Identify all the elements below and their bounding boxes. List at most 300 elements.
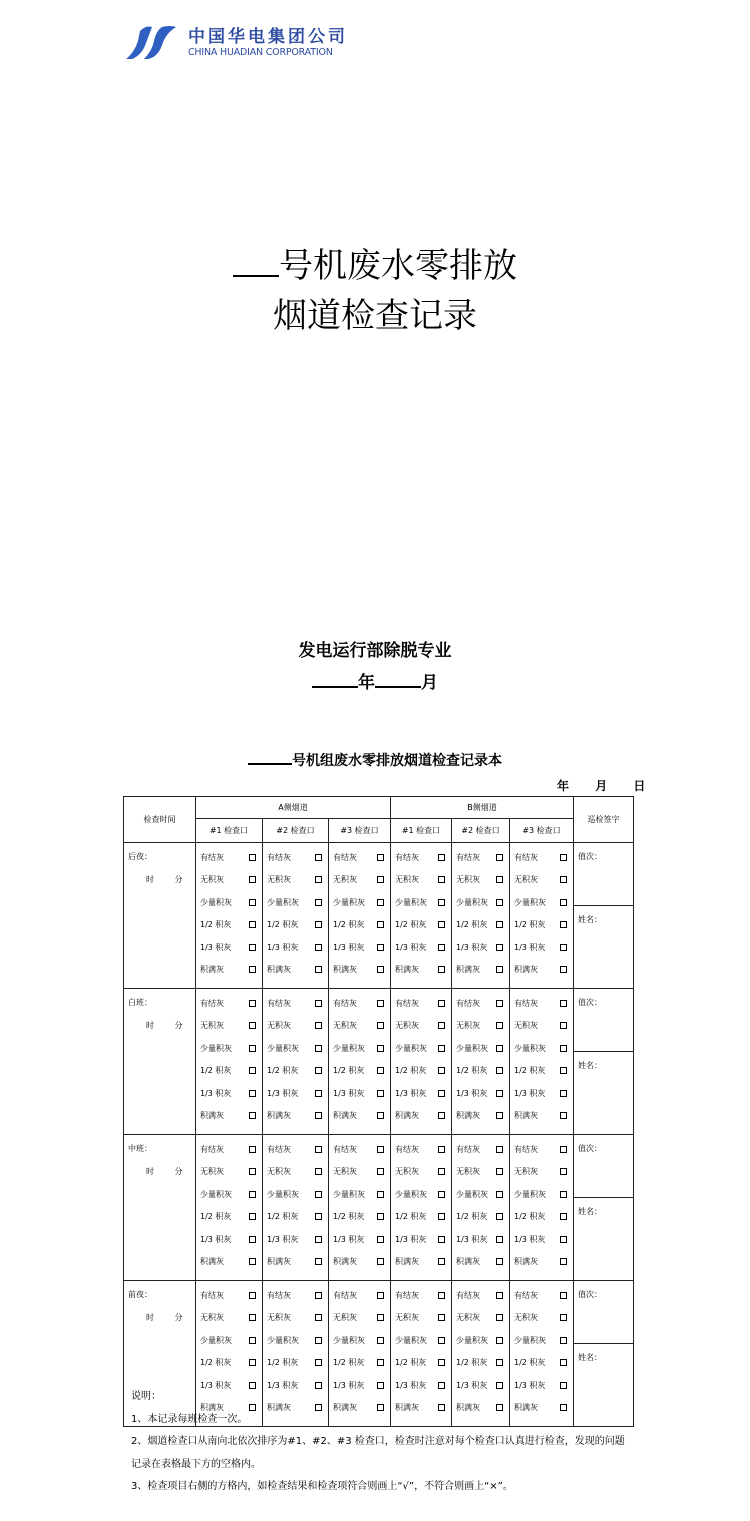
checkbox[interactable]: [560, 944, 567, 951]
checkbox[interactable]: [496, 1022, 503, 1029]
checklist-item-label: 有结灰: [200, 852, 224, 862]
signature-name-field[interactable]: [574, 1198, 634, 1281]
checklist-item: [333, 869, 390, 892]
checkbox[interactable]: [560, 1022, 567, 1029]
port-checklist: [263, 843, 329, 989]
checkbox[interactable]: [560, 1213, 567, 1220]
checklist-item-label: 1/3 积灰: [456, 1088, 488, 1098]
checkbox[interactable]: [315, 1314, 322, 1321]
checkbox[interactable]: [560, 1337, 567, 1344]
checkbox[interactable]: [249, 1359, 256, 1366]
checklist-item: [514, 936, 573, 959]
checklist-item-label: 积满灰: [514, 1257, 538, 1267]
checklist-item: [395, 1307, 451, 1330]
checklist-item-label: 有结灰: [200, 1290, 224, 1300]
checklist-item-label: 少量积灰: [267, 1043, 299, 1053]
checklist-item-label: 积满灰: [514, 1111, 538, 1121]
checklist-item: [200, 1183, 262, 1206]
checkbox[interactable]: [438, 1314, 445, 1321]
checkbox[interactable]: [438, 1067, 445, 1074]
checkbox[interactable]: [438, 921, 445, 928]
checkbox[interactable]: [249, 966, 256, 973]
checklist-item-label: 无积灰: [456, 1021, 480, 1031]
checkbox[interactable]: [496, 921, 503, 928]
checkbox[interactable]: [560, 966, 567, 973]
port-checklist: [452, 1135, 510, 1281]
checklist-item: [200, 869, 262, 892]
signature-name-field[interactable]: [574, 1052, 634, 1135]
checklist-item-label: 1/2 积灰: [333, 1358, 365, 1368]
checklist-item-label: 无积灰: [333, 1313, 357, 1323]
checkbox[interactable]: [496, 1112, 503, 1119]
checklist-item-label: 1/2 积灰: [267, 1358, 299, 1368]
checklist-item-label: 无积灰: [200, 1021, 224, 1031]
checkbox[interactable]: [315, 1191, 322, 1198]
checklist-item-label: 1/3 积灰: [395, 942, 427, 952]
checkbox[interactable]: [249, 1191, 256, 1198]
checklist-item: [514, 1251, 573, 1274]
table-date: 年 月 日: [557, 779, 646, 793]
checkbox[interactable]: [438, 1337, 445, 1344]
checklist-item-label: 1/2 积灰: [456, 1358, 488, 1368]
checkbox[interactable]: [496, 899, 503, 906]
checklist-item-label: 1/3 积灰: [514, 1234, 546, 1244]
checkbox[interactable]: [560, 1314, 567, 1321]
checklist-item: [395, 914, 451, 937]
checklist-item: [333, 1307, 390, 1330]
checklist-item-label: 少量积灰: [333, 1043, 365, 1053]
checklist-item-label: 少量积灰: [267, 1189, 299, 1199]
checkbox[interactable]: [496, 1213, 503, 1220]
signature-name-field[interactable]: [574, 906, 634, 989]
checkbox[interactable]: [560, 1112, 567, 1119]
checkbox[interactable]: [496, 966, 503, 973]
checkbox[interactable]: [438, 899, 445, 906]
checklist-item: [514, 1138, 573, 1161]
checkbox[interactable]: [560, 1359, 567, 1366]
checklist-item: [395, 1352, 451, 1375]
checkbox[interactable]: [560, 1000, 567, 1007]
checkbox[interactable]: [315, 966, 322, 973]
checklist-item: [200, 1329, 262, 1352]
checklist-item: [395, 1183, 451, 1206]
checkbox[interactable]: [560, 1045, 567, 1052]
checklist-item-label: 1/3 积灰: [267, 1088, 299, 1098]
port-checklist: [263, 1135, 329, 1281]
checkbox[interactable]: [249, 921, 256, 928]
checkbox[interactable]: [377, 1292, 384, 1299]
checklist-item-label: 无积灰: [333, 1167, 357, 1177]
checklist-item: [514, 1352, 573, 1375]
port-checklist: [510, 843, 574, 989]
signature-shift-field[interactable]: [574, 843, 634, 906]
checklist-item: [456, 1352, 509, 1375]
checkbox[interactable]: [249, 1337, 256, 1344]
checklist-item: [267, 1307, 328, 1330]
signature-shift-field[interactable]: [574, 989, 634, 1052]
checklist-item-label: 无积灰: [456, 1313, 480, 1323]
port-checklist: [329, 1135, 391, 1281]
checklist-item: [514, 1329, 573, 1352]
checklist-item: [267, 1352, 328, 1375]
checklist-item: [333, 1138, 390, 1161]
checkbox[interactable]: [496, 1146, 503, 1153]
checkbox[interactable]: [315, 899, 322, 906]
checkbox[interactable]: [249, 876, 256, 883]
checklist-item: [267, 869, 328, 892]
checklist-item-label: 有结灰: [333, 1144, 357, 1154]
note-line: 3、检查项目右侧的方格内，如检查结果和检查项符合则画上“√”，不符合则画上“×”。: [131, 1481, 513, 1492]
checklist-item-label: 1/2 积灰: [267, 1066, 299, 1076]
checkbox[interactable]: [438, 1213, 445, 1220]
header-port: #3 检查口: [510, 819, 574, 843]
checklist-item: [267, 1037, 328, 1060]
checkbox[interactable]: [377, 921, 384, 928]
checklist-item-label: 积满灰: [395, 1403, 419, 1413]
checklist-item: [456, 1082, 509, 1105]
checklist-item-label: 积满灰: [333, 1111, 357, 1121]
checklist-item-label: 1/2 积灰: [514, 920, 546, 930]
inspection-table: [123, 796, 634, 1427]
checklist-item-label: 积满灰: [200, 1111, 224, 1121]
checkbox[interactable]: [315, 944, 322, 951]
checkbox[interactable]: [249, 1000, 256, 1007]
checklist-item: [456, 1015, 509, 1038]
checklist-item-label: 无积灰: [200, 1167, 224, 1177]
checklist-item-label: 少量积灰: [514, 1043, 546, 1053]
checklist-item: [267, 1251, 328, 1274]
checkbox[interactable]: [496, 1258, 503, 1265]
checklist-item: [395, 891, 451, 914]
checklist-item-label: 有结灰: [514, 1144, 538, 1154]
port-checklist: [510, 989, 574, 1135]
checkbox[interactable]: [496, 1045, 503, 1052]
checklist-item-label: 有结灰: [267, 1290, 291, 1300]
logo-english-name: CHINA HUADIAN CORPORATION: [188, 47, 333, 58]
checklist-item-label: 少量积灰: [395, 1335, 427, 1345]
checklist-item: [267, 1206, 328, 1229]
checkbox[interactable]: [377, 966, 384, 973]
checklist-item: [456, 1228, 509, 1251]
checkbox[interactable]: [438, 1258, 445, 1265]
checkbox[interactable]: [249, 854, 256, 861]
header-side-b: B侧烟道: [391, 797, 574, 819]
checklist-item-label: 积满灰: [395, 965, 419, 975]
checkbox[interactable]: [496, 1168, 503, 1175]
checklist-item-label: 积满灰: [267, 1257, 291, 1267]
checklist-item: [456, 1183, 509, 1206]
checkbox[interactable]: [377, 854, 384, 861]
port-checklist: [196, 843, 263, 989]
checkbox[interactable]: [377, 1236, 384, 1243]
checklist-item-label: 少量积灰: [456, 1043, 488, 1053]
checkbox[interactable]: [560, 1067, 567, 1074]
checklist-item-label: 1/2 积灰: [456, 1212, 488, 1222]
checklist-item: [514, 869, 573, 892]
checkbox[interactable]: [315, 921, 322, 928]
checkbox[interactable]: [249, 1258, 256, 1265]
checklist-item: [514, 1228, 573, 1251]
checkbox[interactable]: [249, 1213, 256, 1220]
checklist-item: [333, 891, 390, 914]
checkbox[interactable]: [560, 854, 567, 861]
shift-time[interactable]: 时 分: [146, 875, 183, 884]
checkbox[interactable]: [377, 1146, 384, 1153]
checklist-item: [514, 992, 573, 1015]
checkbox[interactable]: [249, 1168, 256, 1175]
checkbox[interactable]: [496, 1292, 503, 1299]
checkbox[interactable]: [315, 1112, 322, 1119]
checklist-item-label: 少量积灰: [267, 897, 299, 907]
checklist-item: [267, 1183, 328, 1206]
checkbox[interactable]: [438, 1359, 445, 1366]
checklist-item: [395, 1206, 451, 1229]
checklist-item-label: 无积灰: [456, 1167, 480, 1177]
checkbox[interactable]: [560, 1258, 567, 1265]
checkbox[interactable]: [377, 1067, 384, 1074]
checkbox[interactable]: [249, 1090, 256, 1097]
checkbox[interactable]: [438, 1090, 445, 1097]
checklist-item: [200, 1138, 262, 1161]
checkbox[interactable]: [438, 1146, 445, 1153]
checkbox[interactable]: [496, 1359, 503, 1366]
checklist-item-label: 少量积灰: [395, 1189, 427, 1199]
note-line: 1、本记录每班检查一次。: [131, 1413, 248, 1425]
checkbox[interactable]: [377, 1258, 384, 1265]
checkbox[interactable]: [377, 1045, 384, 1052]
checkbox[interactable]: [249, 1292, 256, 1299]
shift-row: [124, 989, 634, 1052]
checkbox[interactable]: [249, 1067, 256, 1074]
checklist-item-label: 无积灰: [267, 875, 291, 885]
checkbox[interactable]: [315, 1000, 322, 1007]
checklist-item: [200, 1284, 262, 1307]
signature-shift-field[interactable]: [574, 1281, 634, 1344]
checklist-item-label: 少量积灰: [200, 1189, 232, 1199]
checklist-item: [333, 959, 390, 982]
checklist-item: [395, 1082, 451, 1105]
checkbox[interactable]: [560, 1146, 567, 1153]
checkbox[interactable]: [496, 1000, 503, 1007]
checkbox[interactable]: [377, 1191, 384, 1198]
checklist-item: [456, 1284, 509, 1307]
checklist-item: [514, 914, 573, 937]
checklist-item-label: 1/3 积灰: [395, 1088, 427, 1098]
checkbox[interactable]: [560, 1191, 567, 1198]
checkbox[interactable]: [249, 1045, 256, 1052]
shift-time[interactable]: 时 分: [146, 1167, 183, 1176]
checkbox[interactable]: [249, 944, 256, 951]
checklist-item: [333, 1060, 390, 1083]
checkbox[interactable]: [315, 1337, 322, 1344]
checkbox[interactable]: [560, 1168, 567, 1175]
checkbox[interactable]: [249, 1236, 256, 1243]
checkbox[interactable]: [438, 1236, 445, 1243]
checkbox[interactable]: [496, 1236, 503, 1243]
checkbox[interactable]: [249, 1022, 256, 1029]
checkbox[interactable]: [249, 1112, 256, 1119]
checkbox[interactable]: [249, 899, 256, 906]
checklist-item: [514, 1284, 573, 1307]
port-checklist: [391, 843, 452, 989]
checkbox[interactable]: [438, 1045, 445, 1052]
checklist-item: [267, 1161, 328, 1184]
signature-shift-field[interactable]: [574, 1135, 634, 1198]
checklist-item-label: 积满灰: [267, 1403, 291, 1413]
checkbox[interactable]: [438, 1168, 445, 1175]
checklist-item-label: 1/3 积灰: [333, 1088, 365, 1098]
checkbox[interactable]: [496, 876, 503, 883]
checklist-item-label: 1/2 积灰: [456, 920, 488, 930]
checkbox[interactable]: [560, 876, 567, 883]
checklist-item-label: 少量积灰: [456, 897, 488, 907]
checklist-item: [333, 1105, 390, 1128]
checklist-item: [395, 1105, 451, 1128]
checkbox[interactable]: [496, 1337, 503, 1344]
checklist-item-label: 无积灰: [514, 1021, 538, 1031]
checklist-item-label: 积满灰: [333, 1257, 357, 1267]
checklist-item: [456, 1138, 509, 1161]
checklist-item-label: 无积灰: [456, 875, 480, 885]
checklist-item-label: 有结灰: [333, 998, 357, 1008]
checkbox[interactable]: [315, 854, 322, 861]
checklist-item-label: 积满灰: [456, 1257, 480, 1267]
checklist-item: [200, 1060, 262, 1083]
checkbox[interactable]: [496, 944, 503, 951]
checkbox[interactable]: [496, 1191, 503, 1198]
checkbox[interactable]: [438, 966, 445, 973]
cover-title-line1: 号机废水零排放: [0, 244, 750, 288]
checklist-item-label: 1/3 积灰: [333, 942, 365, 952]
checklist-item: [333, 1251, 390, 1274]
checkbox[interactable]: [438, 854, 445, 861]
checklist-item: [333, 1206, 390, 1229]
checklist-item: [456, 1060, 509, 1083]
checklist-item: [267, 1082, 328, 1105]
signature-shift-label: 值次：: [578, 998, 602, 1007]
checkbox[interactable]: [496, 854, 503, 861]
checkbox[interactable]: [377, 1090, 384, 1097]
checklist-item-label: 1/3 积灰: [333, 1380, 365, 1390]
checklist-item: [333, 1329, 390, 1352]
header-port: #2 检查口: [452, 819, 510, 843]
checkbox[interactable]: [315, 1067, 322, 1074]
port-checklist: [452, 843, 510, 989]
port-checklist: [196, 1135, 263, 1281]
checkbox[interactable]: [377, 899, 384, 906]
logo-chinese-name: 中国华电集团公司: [188, 27, 348, 47]
signature-shift-label: 值次：: [578, 852, 602, 861]
checklist-item: [200, 1206, 262, 1229]
checklist-item: [333, 1015, 390, 1038]
checkbox[interactable]: [560, 921, 567, 928]
checkbox[interactable]: [315, 1146, 322, 1153]
checklist-item: [456, 1206, 509, 1229]
checklist-item-label: 积满灰: [267, 965, 291, 975]
checklist-item-label: 积满灰: [200, 965, 224, 975]
shift-time[interactable]: 时 分: [146, 1313, 183, 1322]
checkbox[interactable]: [315, 1045, 322, 1052]
checklist-item: [267, 936, 328, 959]
checkbox[interactable]: [315, 1090, 322, 1097]
checkbox[interactable]: [438, 1191, 445, 1198]
checkbox[interactable]: [560, 1090, 567, 1097]
checkbox[interactable]: [377, 1112, 384, 1119]
checkbox[interactable]: [315, 1022, 322, 1029]
checklist-item-label: 有结灰: [200, 1144, 224, 1154]
checklist-item: [514, 959, 573, 982]
checkbox[interactable]: [377, 1213, 384, 1220]
checklist-item-label: 有结灰: [395, 852, 419, 862]
checklist-item-label: 积满灰: [395, 1111, 419, 1121]
checkbox[interactable]: [438, 876, 445, 883]
checkbox[interactable]: [249, 1314, 256, 1321]
checkbox[interactable]: [377, 1022, 384, 1029]
checkbox[interactable]: [377, 1314, 384, 1321]
checkbox[interactable]: [377, 1168, 384, 1175]
checkbox[interactable]: [377, 944, 384, 951]
checklist-item: [200, 1307, 262, 1330]
notes: [131, 1386, 631, 1499]
checkbox[interactable]: [560, 1236, 567, 1243]
checkbox[interactable]: [377, 1000, 384, 1007]
checkbox[interactable]: [315, 1258, 322, 1265]
checklist-item-label: 无积灰: [514, 1313, 538, 1323]
checklist-item: [456, 1037, 509, 1060]
checklist-item-label: 1/3 积灰: [200, 1088, 232, 1098]
port-checklist: [391, 1135, 452, 1281]
checkbox[interactable]: [315, 1359, 322, 1366]
checklist-item-label: 有结灰: [267, 998, 291, 1008]
checklist-item: [456, 936, 509, 959]
checkbox[interactable]: [438, 944, 445, 951]
checkbox[interactable]: [315, 1236, 322, 1243]
checkbox[interactable]: [438, 1022, 445, 1029]
checklist-item-label: 1/3 积灰: [267, 1380, 299, 1390]
checkbox[interactable]: [377, 1337, 384, 1344]
checklist-item-label: 少量积灰: [456, 1189, 488, 1199]
checkbox[interactable]: [249, 1146, 256, 1153]
checkbox[interactable]: [496, 1314, 503, 1321]
checkbox[interactable]: [315, 876, 322, 883]
checkbox[interactable]: [377, 1359, 384, 1366]
checkbox[interactable]: [315, 1168, 322, 1175]
checklist-item-label: 1/3 积灰: [200, 1234, 232, 1244]
checkbox[interactable]: [438, 1000, 445, 1007]
checklist-item-label: 少量积灰: [514, 897, 546, 907]
shift-time[interactable]: 时 分: [146, 1021, 183, 1030]
checkbox[interactable]: [496, 1090, 503, 1097]
checkbox[interactable]: [560, 1292, 567, 1299]
checklist-item: [267, 1138, 328, 1161]
checkbox[interactable]: [377, 876, 384, 883]
checklist-item-label: 少量积灰: [395, 1043, 427, 1053]
checklist-item-label: 无积灰: [395, 875, 419, 885]
checklist-item-label: 有结灰: [514, 998, 538, 1008]
checkbox[interactable]: [315, 1213, 322, 1220]
checkbox[interactable]: [438, 1292, 445, 1299]
checkbox[interactable]: [315, 1292, 322, 1299]
port-checklist: [391, 989, 452, 1135]
checklist-item-label: 有结灰: [200, 998, 224, 1008]
checkbox[interactable]: [438, 1112, 445, 1119]
checklist-item-label: 无积灰: [395, 1167, 419, 1177]
checkbox[interactable]: [560, 899, 567, 906]
checkbox[interactable]: [496, 1067, 503, 1074]
checklist-item-label: 1/2 积灰: [333, 1212, 365, 1222]
checklist-item-label: 少量积灰: [514, 1335, 546, 1345]
checklist-item-label: 少量积灰: [200, 1335, 232, 1345]
